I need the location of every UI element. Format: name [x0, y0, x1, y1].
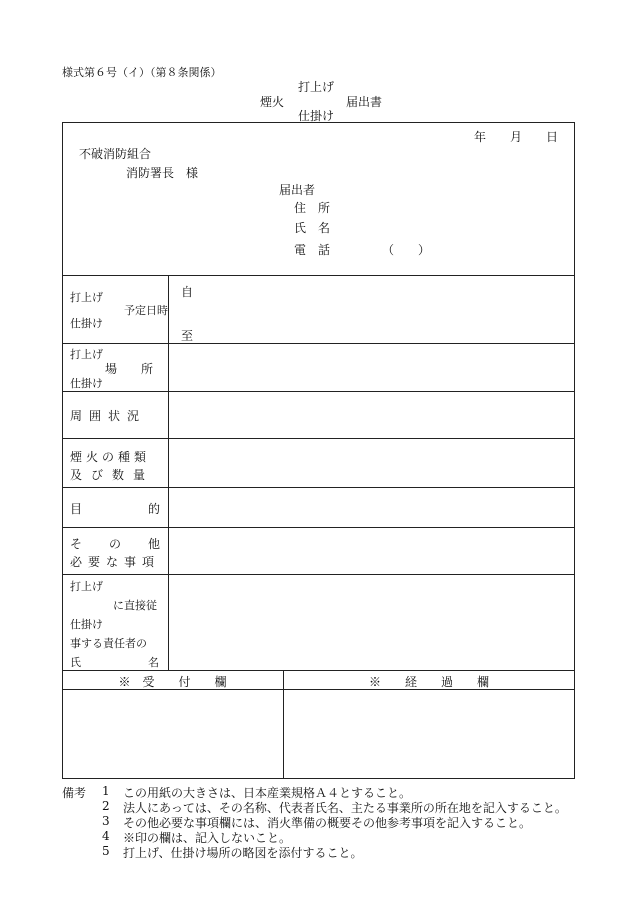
responsible-line5a: 氏 — [70, 656, 81, 669]
reception-header: ※ 受 付 欄 — [118, 675, 227, 689]
schedule-label-bottom: 仕掛け — [70, 317, 103, 330]
responsible-line1: 打上げ — [70, 580, 103, 593]
place-label-top: 打上げ — [70, 348, 103, 361]
applicant-address: 住 所 — [294, 201, 331, 215]
divider-header — [62, 275, 575, 276]
divider-row1 — [62, 343, 575, 344]
progress-header: ※ 経 過 欄 — [368, 675, 489, 689]
title-bottom: 仕掛け — [298, 109, 335, 123]
schedule-label-mid: 予定日時 — [124, 304, 168, 317]
purpose-label-a: 目 — [70, 502, 83, 516]
note-text: この用紙の大きさは、日本産業規格Ａ４とすること。 — [123, 786, 412, 800]
applicant-phone: 電 話 — [294, 243, 331, 257]
note-text: 法人にあっては、その名称、代表者氏名、主たる事業所の所在地を記入すること。 — [123, 801, 567, 815]
schedule-label-top: 打上げ — [70, 291, 103, 304]
responsible-line3: 仕掛け — [70, 618, 103, 631]
addressee-chief: 消防署長 様 — [126, 166, 199, 180]
other-label-line1: その他 — [70, 537, 188, 551]
title-top: 打上げ — [298, 80, 335, 94]
note-num: 5 — [102, 844, 110, 858]
divider-row7 — [62, 670, 575, 671]
note-num: 3 — [102, 814, 110, 828]
reception-area[interactable] — [63, 690, 282, 778]
divider-row5 — [62, 527, 575, 528]
responsible-line4: 事する責任者の — [70, 637, 147, 650]
applicant-label: 届出者 — [279, 183, 316, 197]
date-day: 日 — [546, 130, 559, 144]
title-right: 届出書 — [346, 95, 383, 109]
place-label-bottom: 仕掛け — [70, 377, 103, 390]
purpose-label-b: 的 — [148, 502, 161, 516]
divider-row6 — [62, 574, 575, 575]
place-label-mid: 場 所 — [105, 362, 154, 376]
note-text: 打上げ、仕掛け場所の略図を添付すること。 — [123, 846, 363, 860]
responsible-line2: に直接従 — [113, 599, 157, 612]
title-left: 煙火 — [260, 95, 285, 109]
date-year: 年 — [474, 130, 487, 144]
fireworks-label-line2: 及び数量 — [70, 468, 155, 482]
note-text: ※印の欄は、記入しないこと。 — [123, 831, 292, 845]
schedule-to: 至 — [181, 329, 194, 343]
form-code: 様式第６号（イ）（第８条関係） — [62, 66, 222, 79]
note-num: 2 — [102, 799, 110, 813]
note-num: 1 — [102, 784, 110, 798]
schedule-from: 自 — [181, 285, 194, 299]
notes-label: 備考 — [62, 786, 87, 800]
applicant-phone-parens: （ ） — [382, 243, 431, 257]
fireworks-label-line1: 煙火の種類 — [70, 450, 151, 464]
note-text: その他必要な事項欄には、消火準備の概要その他参考事項を記入すること。 — [123, 816, 532, 830]
note-num: 4 — [102, 829, 110, 843]
date-month: 月 — [510, 130, 523, 144]
applicant-name: 氏 名 — [294, 221, 331, 235]
other-label-line2: 必要な事項 — [70, 555, 161, 569]
label-column-divider — [168, 275, 169, 670]
progress-area[interactable] — [284, 690, 574, 778]
responsible-line5b: 名 — [148, 656, 159, 669]
divider-row4 — [62, 487, 575, 488]
addressee-org: 不破消防組合 — [79, 147, 152, 161]
surroundings-label: 周囲状況 — [70, 409, 147, 423]
divider-row2 — [62, 391, 575, 392]
divider-row3 — [62, 438, 575, 439]
